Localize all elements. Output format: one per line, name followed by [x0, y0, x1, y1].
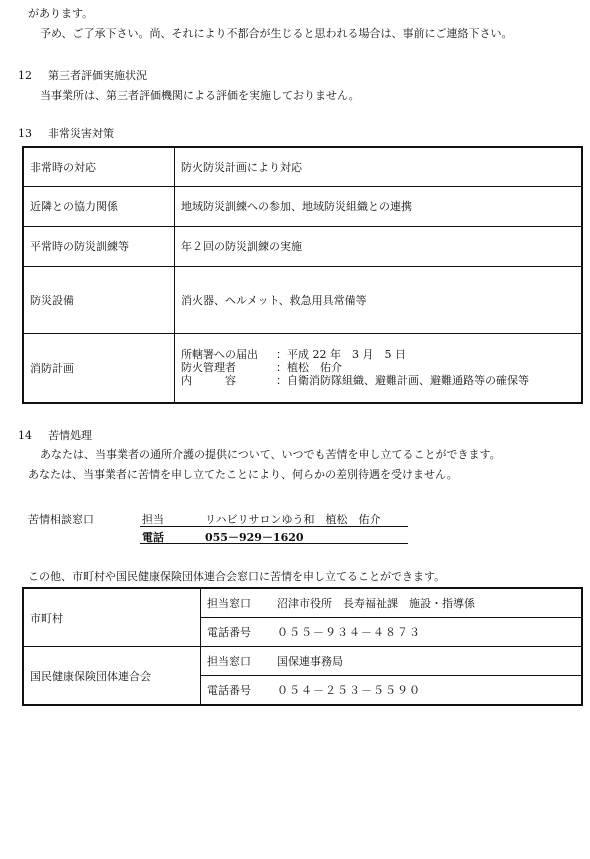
contact-counter: 担当窓口 国保連事務局 — [201, 647, 583, 676]
complaint-underline-1 — [140, 526, 408, 527]
section-13-number: 13 — [18, 127, 32, 140]
row-value: 年２回の防災訓練の実施 — [175, 226, 583, 266]
contact-phone: 電話番号 ０５５－９３４－４８７３ — [201, 618, 583, 647]
fire-plan-details — [175, 333, 583, 403]
section-14-other: この他、市町村や国民健康保険団体連合会窓口に苦情を申し立てることができます。 — [28, 570, 446, 583]
row-value: 地域防災訓練への参加、地域防災組織との連携 — [175, 186, 583, 226]
contact-phone: 電話番号 ０５４－２５３－５５９０ — [201, 676, 583, 706]
section-14-heading — [18, 429, 92, 443]
table-row — [23, 147, 582, 186]
contact-table — [22, 587, 583, 706]
intro-line-1: があります。 — [28, 7, 94, 20]
row-label: 消防計画 — [23, 333, 175, 403]
section-14-body-1: あなたは、当事業者の通所介護の提供について、いつでも苦情を申し立てることができます。 — [40, 448, 501, 461]
table-row — [23, 647, 582, 676]
complaint-window-label: 苦情相談窓口 — [28, 513, 94, 526]
row-label: 防災設備 — [23, 266, 175, 333]
table-row — [23, 186, 582, 226]
plan-line: 防火管理者 ：植松 佑介 — [181, 361, 342, 375]
section-14-number: 14 — [18, 429, 32, 442]
complaint-staff-value: リハビリサロンゆう和 植松 佑介 — [205, 513, 381, 526]
intro-line-2: 予め、ご了承下さい。尚、それにより不都合が生じると思われる場合は、事前にご連絡下さい。 — [40, 27, 513, 40]
section-12-title: 第三者評価実施状況 — [48, 69, 147, 82]
section-13-heading — [18, 127, 114, 141]
plan-line: 内 容 ：自衛消防隊組織、避難計画、避難通路等の確保等 — [181, 374, 529, 388]
table-row — [23, 266, 582, 333]
contact-counter: 担当窓口 沼津市役所 長寿福祉課 施設・指導係 — [201, 588, 583, 618]
complaint-phone-value: 055－929－1620 — [205, 531, 304, 544]
table-row — [23, 333, 582, 403]
complaint-staff-key: 担当 — [142, 513, 164, 526]
section-12-number: 12 — [18, 69, 32, 82]
row-value: 消火器、ヘルメット、救急用具常備等 — [175, 266, 583, 333]
section-13-title: 非常災害対策 — [48, 127, 114, 140]
complaint-underline-2 — [140, 543, 408, 544]
section-14-title: 苦情処理 — [48, 429, 92, 442]
contact-org: 市町村 — [23, 588, 201, 647]
row-value: 防火防災計画により対応 — [175, 147, 583, 186]
plan-line: 所轄署への届出 ：平成 22 年 3 月 5 日 — [181, 348, 406, 362]
row-label: 平常時の防災訓練等 — [23, 226, 175, 266]
contact-org: 国民健康保険団体連合会 — [23, 647, 201, 706]
complaint-phone-key: 電話 — [142, 531, 164, 544]
row-label: 近隣との協力関係 — [23, 186, 175, 226]
disaster-measures-table — [22, 146, 583, 404]
section-12-heading — [18, 69, 147, 83]
section-14-body-2: あなたは、当事業者に苦情を申し立てたことにより、何らかの差別待遇を受けません。 — [28, 468, 458, 481]
section-12-body: 当事業所は、第三者評価機関による評価を実施しておりません。 — [40, 89, 360, 102]
table-row — [23, 588, 582, 618]
table-row — [23, 226, 582, 266]
row-label: 非常時の対応 — [23, 147, 175, 186]
